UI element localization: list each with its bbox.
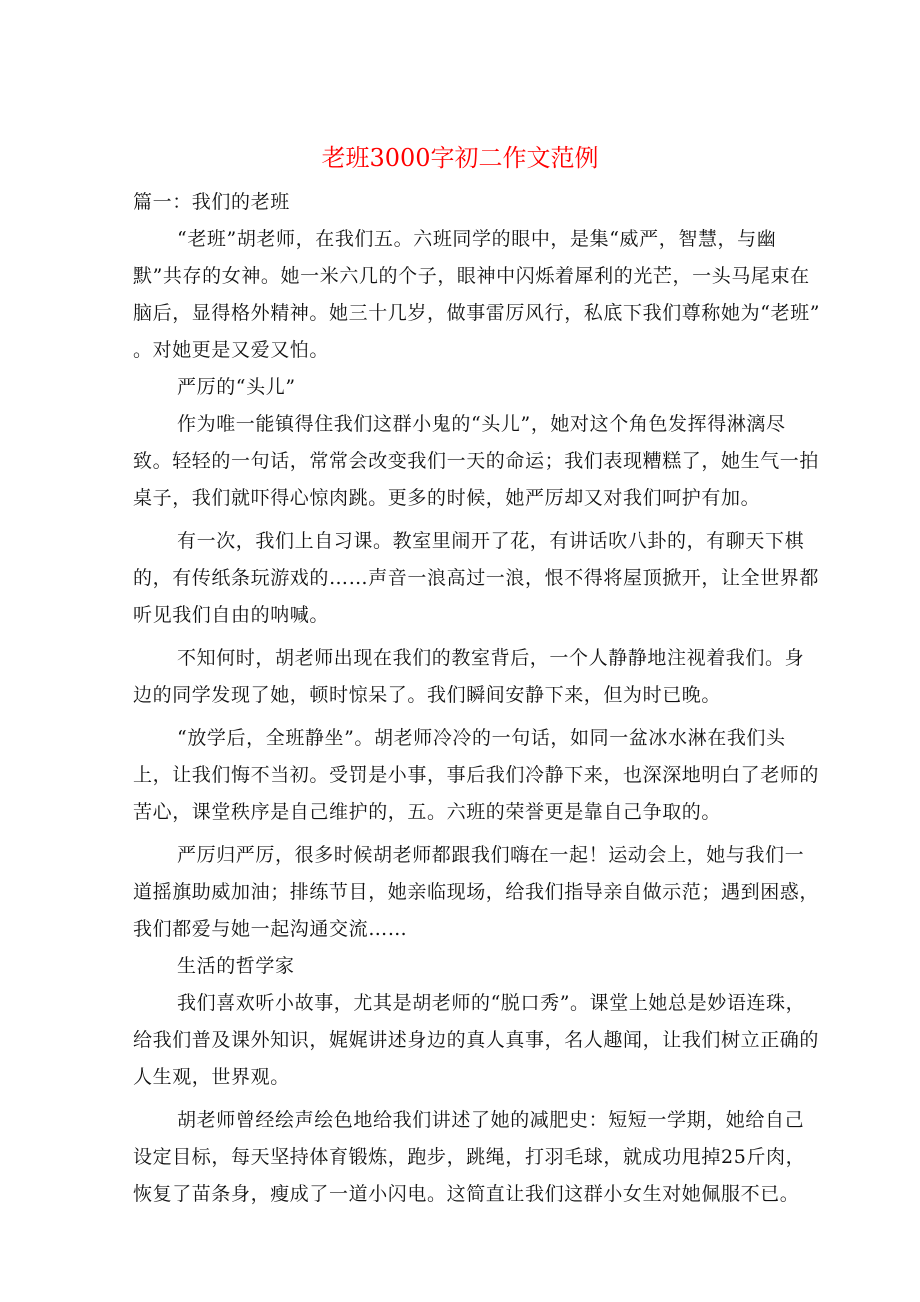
paragraph-line: 脑后，显得格外精神。她三十几岁，做事雷厉风行，私底下我们尊称她为“老班” [133, 302, 821, 324]
paragraph-line: 上，让我们悔不当初。受罚是小事，事后我们冷静下来，也深深地明白了老师的 [133, 764, 820, 786]
paragraph-line: 我们喜欢听小故事，尤其是胡老师的“脱口秀”。课堂上她总是妙语连珠， [177, 992, 806, 1014]
paragraph-line: 作为唯一能镇得住我们这群小鬼的“头儿”，她对这个角色发挥得淋漓尽 [177, 413, 786, 435]
paragraph-line: 致。轻轻的一句话，常常会改变我们一天的命运；我们表现糟糕了，她生气一拍 [133, 450, 820, 472]
paragraph-line: 给我们普及课外知识，娓娓讲述身边的真人真事，名人趣闻，让我们树立正确的 [133, 1029, 820, 1051]
paragraph [133, 720, 820, 831]
document-body [133, 184, 821, 1213]
paragraph-line: 道摇旗助威加油；排练节目，她亲临现场，给我们指导亲自做示范；遇到困惑， [133, 881, 820, 903]
paragraph-line: “老班”胡老师，在我们五。六班同学的眼中，是集“威严，智慧，与幽 [177, 228, 777, 250]
paragraph [133, 221, 821, 369]
paragraph-line: 听见我们自由的呐喊。 [133, 604, 330, 626]
paragraph-line: “放学后，全班静坐”。胡老师冷冷的一句话，如同一盆冰水淋在我们头 [177, 727, 786, 749]
paragraph [133, 985, 820, 1096]
paragraph-line: 有一次，我们上自习课。教室里闹开了花，有讲话吹八卦的，有聊天下棋 [177, 530, 805, 552]
paragraph-line: 默”共存的女神。她一米六几的个子，眼神中闪烁着犀利的光芒，一头马尾束在 [133, 265, 810, 287]
paragraph-line: 胡老师曾经绘声绘色地给我们讲述了她的减肥史：短短一学期，她给自己 [177, 1109, 805, 1131]
paragraph-line: 。对她更是又爱又怕。 [133, 339, 330, 361]
paragraph [133, 837, 820, 948]
paragraph-line: 的，有传纸条玩游戏的……声音一浪高过一浪，恨不得将屋顶掀开，让全世界都 [133, 567, 820, 589]
paragraph-line: 人生观，世界观。 [133, 1066, 290, 1088]
subheading: 严厉的“头儿” [177, 376, 296, 398]
paragraph-line: 恢复了苗条身，瘦成了一道小闪电。这简直让我们这群小女生对她佩服不已。 [133, 1183, 800, 1205]
paragraph-line: 设定目标，每天坚持体育锻炼，跑步，跳绳，打羽毛球，就成功甩掉25斤肉， [133, 1146, 806, 1168]
paragraph-line: 不知何时，胡老师出现在我们的教室背后，一个人静静地注视着我们。身 [177, 647, 805, 669]
paragraph-line: 我们都爱与她一起沟通交流…… [133, 918, 408, 940]
section-heading: 篇一：我们的老班 [133, 191, 290, 213]
document-title: 老班3000字初二作文范例 [321, 144, 599, 172]
paragraph-line: 严厉归严厉，很多时候胡老师都跟我们嗨在一起！运动会上，她与我们一 [177, 844, 805, 866]
paragraph-line: 桌子，我们就吓得心惊肉跳。更多的时候，她严厉却又对我们呵护有加。 [133, 487, 761, 509]
paragraph-line: 边的同学发现了她，顿时惊呆了。我们瞬间安静下来，但为时已晚。 [133, 684, 722, 706]
subheading: 生活的哲学家 [177, 955, 295, 977]
paragraph [133, 523, 820, 634]
paragraph-line: 苦心，课堂秩序是自己维护的，五。六班的荣誉更是靠自己争取的。 [133, 801, 722, 823]
paragraph [133, 1102, 806, 1213]
paragraph [133, 406, 820, 517]
paragraph [133, 640, 805, 714]
